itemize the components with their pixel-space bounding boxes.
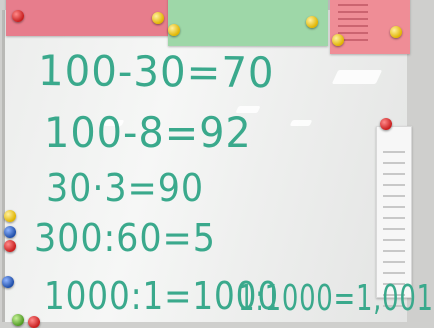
yellow-magnet-pin <box>168 24 180 36</box>
blue-magnet-pin <box>4 226 16 238</box>
yellow-magnet-pin <box>4 210 16 222</box>
yellow-magnet-pin <box>390 26 402 38</box>
equation-2: 100-8=92 <box>44 108 252 157</box>
glare-reflection <box>332 70 383 84</box>
red-magnet-pin <box>28 316 40 328</box>
equation-3: 30·3=90 <box>46 166 205 210</box>
red-magnet-pin <box>12 10 24 22</box>
pink-poster-left <box>6 0 170 36</box>
equation-1: 100-30=70 <box>37 46 275 98</box>
yellow-magnet-pin <box>332 34 344 46</box>
equation-4: 300:60=5 <box>34 216 216 260</box>
equation-5: 1000:1=1000 <box>44 274 279 318</box>
equation-6: 1:1000=1,001 <box>238 278 434 319</box>
white-paper-sheet <box>376 126 412 298</box>
green-magnet-pin <box>12 314 24 326</box>
red-magnet-pin <box>4 240 16 252</box>
green-poster <box>168 0 328 46</box>
blue-magnet-pin <box>2 276 14 288</box>
yellow-magnet-pin <box>152 12 164 24</box>
yellow-magnet-pin <box>306 16 318 28</box>
glare-reflection <box>290 120 313 126</box>
red-magnet-pin <box>380 118 392 130</box>
